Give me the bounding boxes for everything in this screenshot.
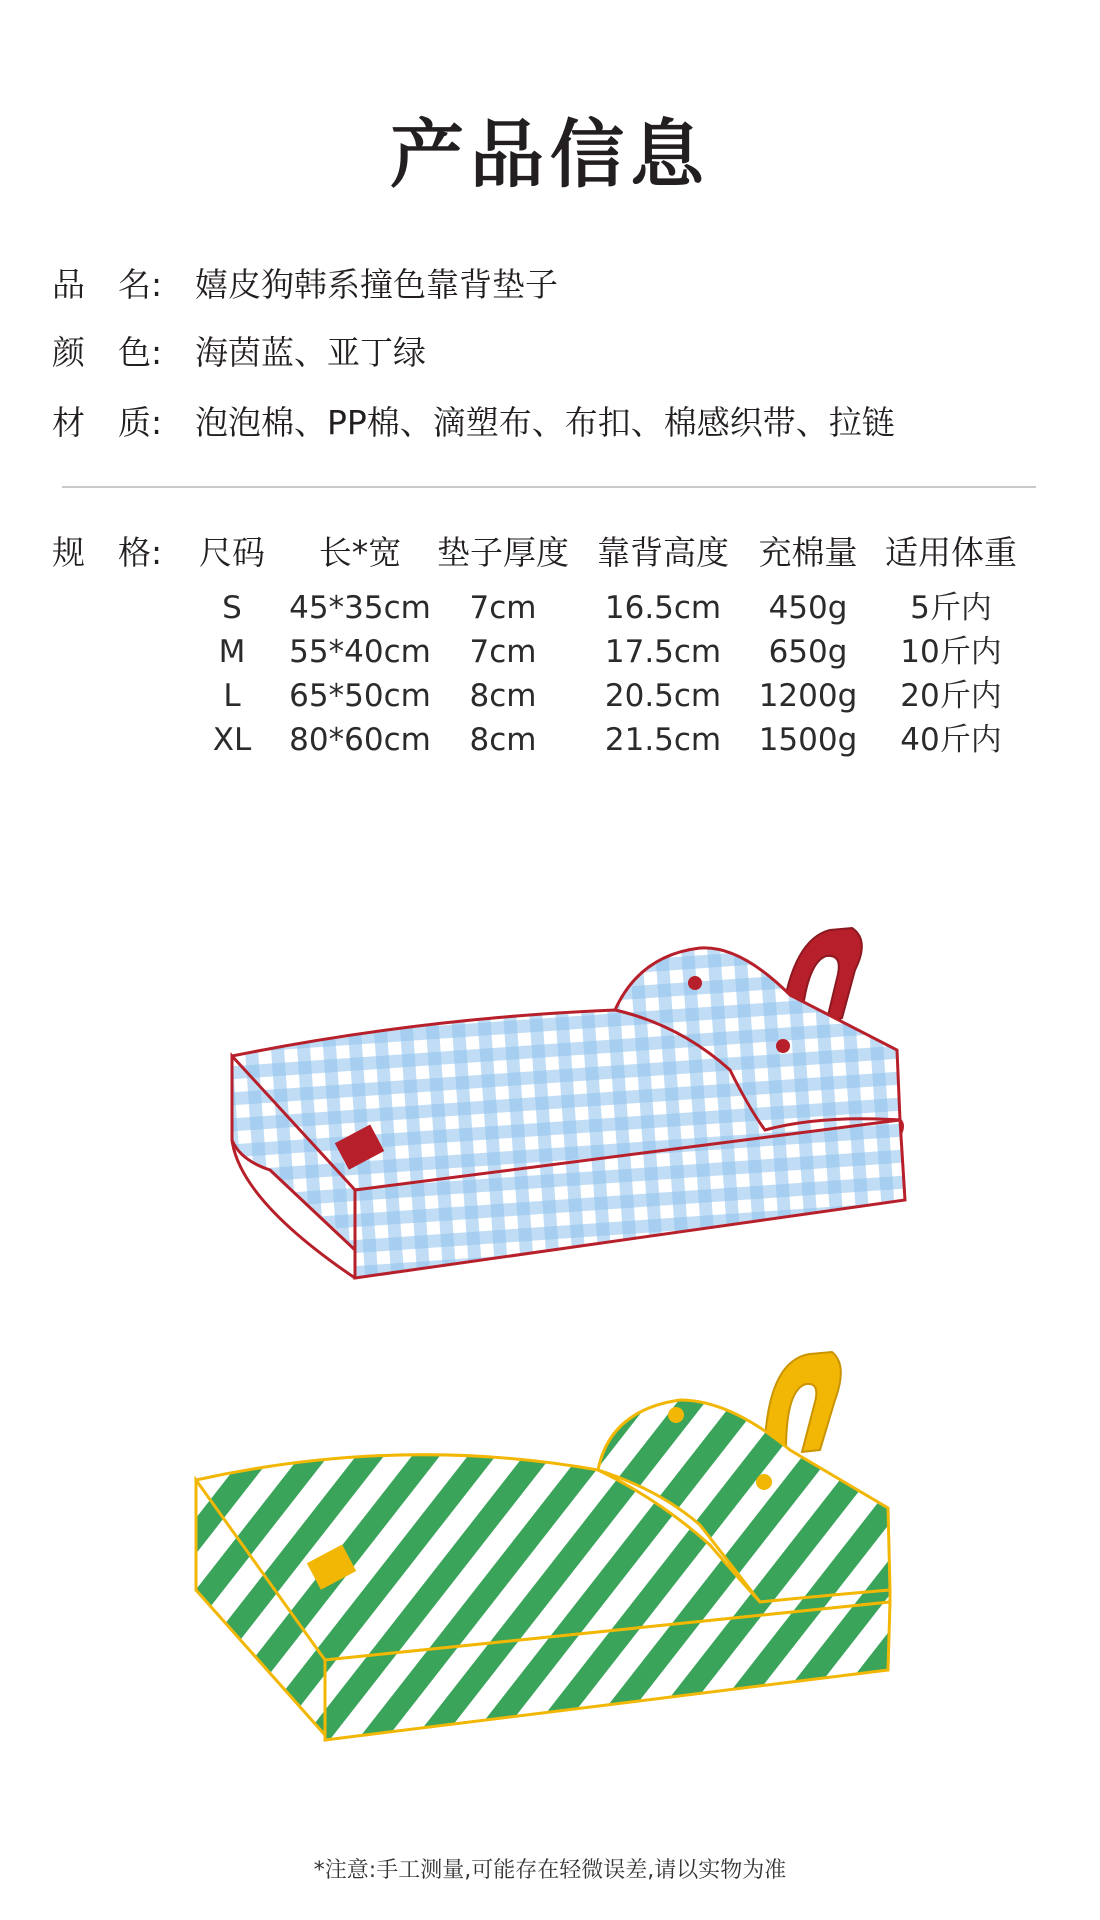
spec-header-cell: 靠背高度 xyxy=(597,533,729,572)
spec-table-header xyxy=(0,533,1100,576)
spec-cell: 20斤内 xyxy=(900,678,1002,714)
info-value: 海茵蓝、亚丁绿 xyxy=(195,333,426,372)
spec-cell: M xyxy=(218,634,246,670)
spec-table-row xyxy=(0,722,1100,765)
measurement-note: *注意:手工测量,可能存在轻微误差,请以实物为准 xyxy=(313,1858,787,1883)
spec-cell: 55*40cm xyxy=(289,634,431,670)
spec-cell: 7cm xyxy=(469,590,537,626)
green-stripe-cushion-illustration xyxy=(0,1340,1100,1760)
spec-cell: 17.5cm xyxy=(604,634,722,670)
spec-cell: 21.5cm xyxy=(604,722,722,758)
spec-cell: XL xyxy=(212,722,252,758)
spec-cell: 80*60cm xyxy=(289,722,431,758)
info-row-color xyxy=(52,333,426,372)
spec-table-row xyxy=(0,634,1100,677)
button-dot xyxy=(776,1039,790,1053)
spec-cell: 650g xyxy=(768,634,848,670)
spec-cell: 40斤内 xyxy=(900,722,1002,758)
info-value: 泡泡棉、PP棉、滴塑布、布扣、棉感织带、拉链 xyxy=(195,403,895,442)
spec-header-cell: 尺码 xyxy=(199,533,265,572)
spec-cell: 450g xyxy=(768,590,848,626)
info-row-name xyxy=(52,265,558,304)
spec-cell: 1500g xyxy=(758,722,858,758)
button-dot xyxy=(668,1407,684,1423)
handle xyxy=(765,1352,841,1452)
spec-cell: 16.5cm xyxy=(604,590,722,626)
blue-gingham-cushion-illustration xyxy=(0,900,1100,1320)
info-row-material xyxy=(52,403,895,442)
spec-header-cell: 长*宽 xyxy=(318,533,402,572)
button-dot xyxy=(756,1474,772,1490)
spec-table-row xyxy=(0,590,1100,633)
spec-table-row xyxy=(0,678,1100,721)
spec-cell: 65*50cm xyxy=(289,678,431,714)
spec-cell: S xyxy=(222,590,242,626)
spec-cell: 8cm xyxy=(469,722,537,758)
spec-cell: 5斤内 xyxy=(910,590,992,626)
button-dot xyxy=(688,976,702,990)
spec-cell: L xyxy=(223,678,241,714)
spec-label: 规 格: xyxy=(52,533,163,572)
info-value: 嬉皮狗韩系撞色靠背垫子 xyxy=(195,265,558,304)
page-title: 产品信息 xyxy=(390,112,710,198)
info-label: 品 名: xyxy=(52,265,163,304)
spec-cell: 1200g xyxy=(758,678,858,714)
divider xyxy=(62,486,1036,488)
spec-cell: 20.5cm xyxy=(604,678,722,714)
info-label: 材 质: xyxy=(52,403,163,442)
spec-cell: 45*35cm xyxy=(289,590,431,626)
spec-cell: 8cm xyxy=(469,678,537,714)
spec-cell: 10斤内 xyxy=(900,634,1002,670)
spec-header-cell: 充棉量 xyxy=(758,533,858,572)
spec-cell: 7cm xyxy=(469,634,537,670)
info-label: 颜 色: xyxy=(52,333,163,372)
spec-header-cell: 适用体重 xyxy=(885,533,1017,572)
spec-header-cell: 垫子厚度 xyxy=(437,533,569,572)
